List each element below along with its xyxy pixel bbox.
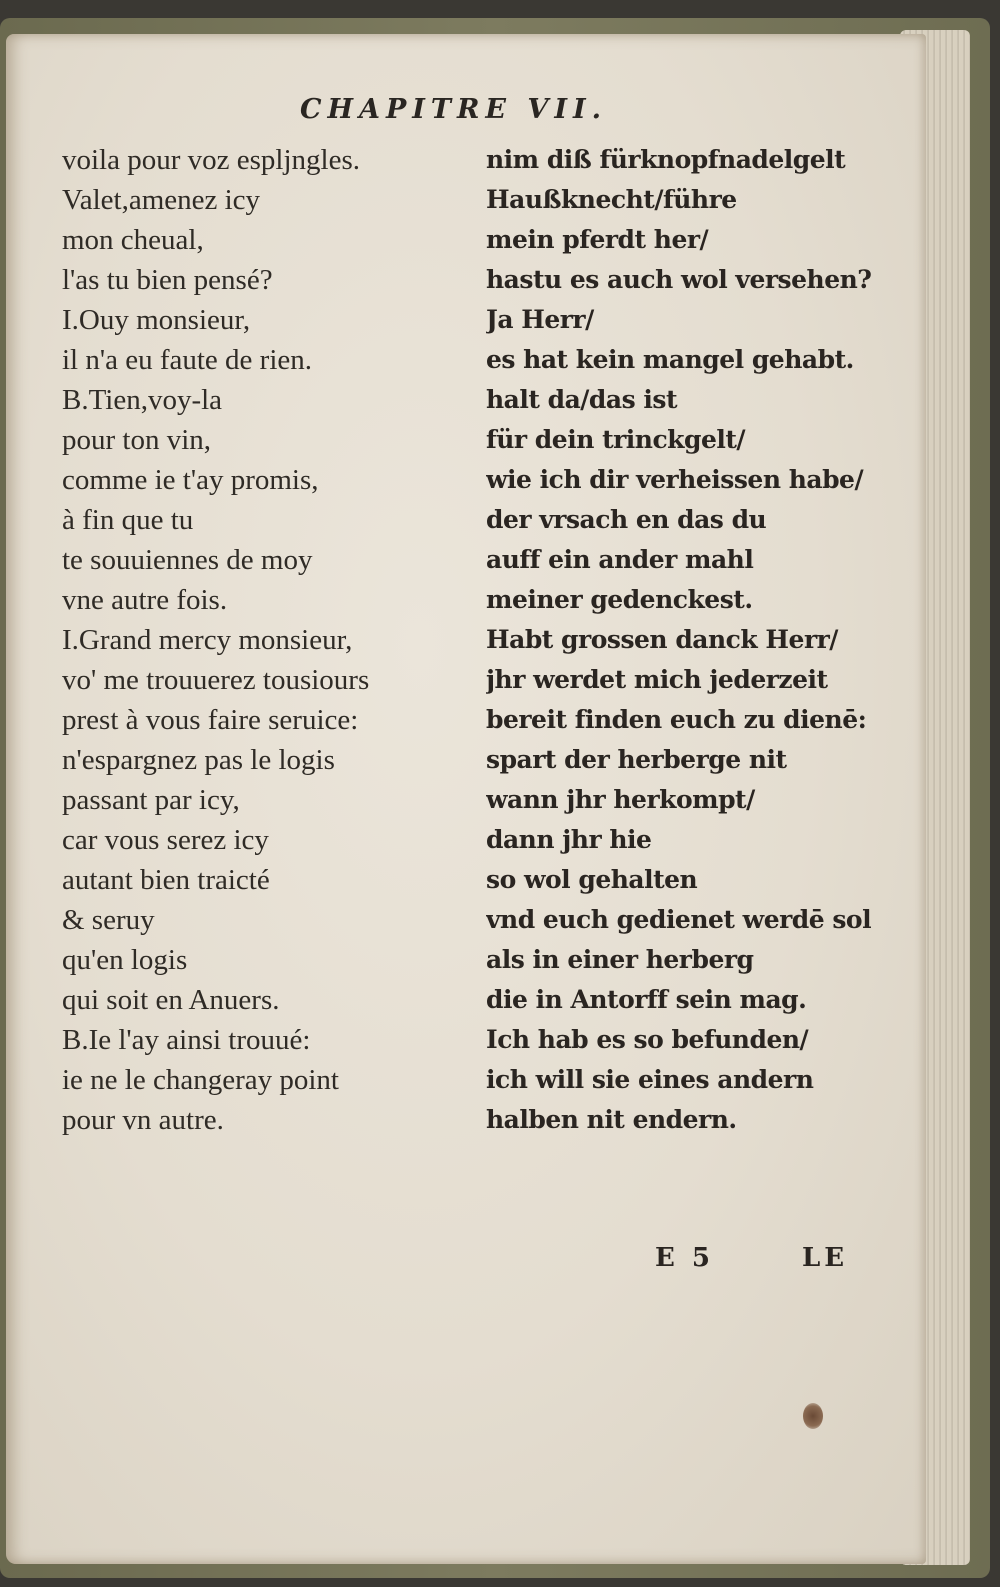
- german-line: Haußknecht/führe: [486, 185, 737, 214]
- german-line: bereit finden euch zu dienē:: [486, 705, 867, 734]
- signature-mark: E 5: [655, 1243, 714, 1273]
- french-line: Valet,amenez icy: [62, 184, 261, 216]
- german-line: es hat kein mangel gehabt.: [486, 345, 854, 374]
- french-line: comme ie t'ay promis,: [62, 464, 319, 496]
- french-line: qu'en logis: [62, 944, 188, 976]
- german-column: [486, 140, 886, 1140]
- german-line: dann jhr hie: [486, 825, 652, 854]
- french-line: I.Grand mercy monsieur,: [62, 624, 353, 656]
- german-line: jhr werdet mich jederzeit: [486, 665, 828, 694]
- german-line: auff ein ander mahl: [486, 545, 754, 574]
- french-line: ie ne le changeray point: [62, 1064, 339, 1096]
- german-line: halt da/das ist: [486, 385, 678, 414]
- german-line: wie ich dir verheissen habe/: [486, 465, 864, 494]
- german-line: der vrsach en das du: [486, 505, 767, 534]
- french-line: car vous serez icy: [62, 824, 269, 856]
- german-line: nim diß fürknopfnadelgelt: [486, 145, 846, 174]
- french-line: il n'a eu faute de rien.: [62, 344, 312, 376]
- german-line: spart der herberge nit: [486, 745, 787, 774]
- german-line: Ja Herr/: [486, 305, 594, 334]
- french-line: n'espargnez pas le logis: [62, 744, 335, 776]
- french-line: B.Tien,voy-la: [62, 384, 223, 416]
- french-line: vo' me trouuerez tousiours: [62, 664, 370, 696]
- french-line: à fin que tu: [62, 504, 194, 536]
- french-line: pour vn autre.: [62, 1104, 224, 1136]
- french-line: l'as tu bien pensé?: [62, 264, 273, 296]
- german-line: Ich hab es so befunden/: [486, 1025, 809, 1054]
- german-line: halben nit endern.: [486, 1105, 737, 1134]
- french-line: pour ton vin,: [62, 424, 212, 456]
- french-line: passant par icy,: [62, 784, 240, 816]
- french-line: I.Ouy monsieur,: [62, 304, 251, 336]
- german-line: meiner gedenckest.: [486, 585, 753, 614]
- catchword: LE: [802, 1243, 849, 1273]
- german-line: für dein trinckgelt/: [486, 425, 746, 454]
- german-line: Habt grossen danck Herr/: [486, 625, 838, 654]
- german-line: als in einer herberg: [486, 945, 754, 974]
- french-line: B.Ie l'ay ainsi trouué:: [62, 1024, 311, 1056]
- french-column: [62, 140, 472, 1140]
- ink-blot: [803, 1403, 823, 1429]
- german-line: ich will sie eines andern: [486, 1065, 814, 1094]
- german-line: mein pferdt her/: [486, 225, 709, 254]
- french-line: autant bien traicté: [62, 864, 270, 896]
- french-line: qui soit en Anuers.: [62, 984, 280, 1016]
- german-line: vnd euch gedienet werdē sol: [486, 905, 872, 934]
- french-line: mon cheual,: [62, 224, 204, 256]
- german-line: hastu es auch wol versehen?: [486, 265, 872, 294]
- running-title: CHAPITRE VII.: [300, 94, 607, 125]
- german-line: wann jhr herkompt/: [486, 785, 755, 814]
- french-line: voila pour voz espljngles.: [62, 144, 361, 176]
- german-line: so wol gehalten: [486, 865, 698, 894]
- french-line: & seruy: [62, 904, 155, 936]
- french-line: prest à vous faire seruice:: [62, 704, 359, 736]
- french-line: vne autre fois.: [62, 584, 228, 616]
- french-line: te souuiennes de moy: [62, 544, 313, 576]
- german-line: die in Antorff sein mag.: [486, 985, 807, 1014]
